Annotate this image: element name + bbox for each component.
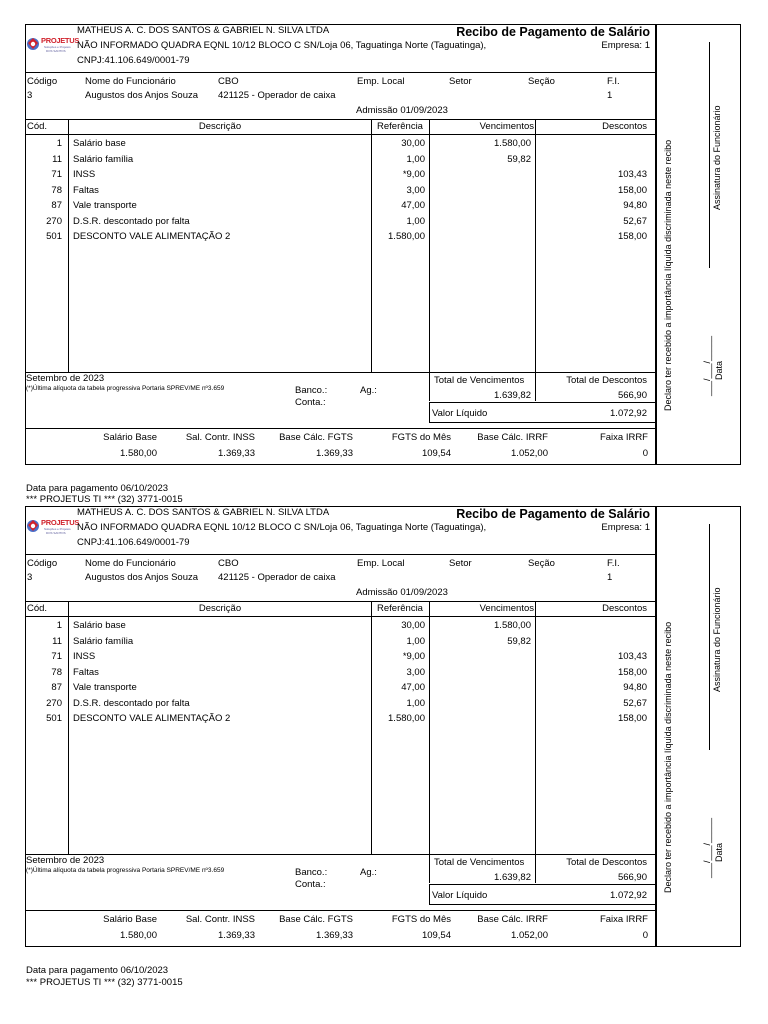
base-label: Base Cálc. FGTS: [279, 914, 353, 925]
valor-liquido: 1.072,92: [610, 890, 647, 901]
col-descontos: Descontos: [602, 121, 647, 132]
col-vencimentos: Vencimentos: [479, 121, 534, 132]
employee-cbo: 421125 - Operador de caixa: [218, 572, 336, 583]
cell-vencimentos: 1.580,00: [494, 620, 531, 631]
logo-subtitle-2: DOS SANTOS: [46, 531, 66, 535]
label-valor-liquido: Valor Líquido: [432, 890, 488, 901]
date-label: Data: [714, 360, 724, 380]
cell-descontos: 158,00: [617, 666, 647, 678]
contact-2: *** PROJETUS TI *** (32) 3771-0015: [26, 977, 183, 988]
col-referencia: Referência: [377, 121, 423, 132]
employee-admissao: Admissão 01/09/2023: [356, 105, 448, 116]
payment-date-1: Data para pagamento 06/10/2023: [26, 483, 169, 494]
cell-cod: 1: [56, 138, 62, 149]
cell-cod: 1: [56, 620, 62, 631]
cell-descontos: 158,00: [617, 184, 647, 196]
cell-descricao: Faltas: [73, 666, 99, 678]
declaration-text: Declaro ter recebido a importância líquida discriminada neste recibo: [663, 139, 673, 411]
base-value: 0: [642, 930, 648, 941]
base-value: 1.369,33: [316, 930, 353, 941]
banco-label: Banco.:: [295, 867, 328, 878]
cell-referencia: 1.580,00: [388, 231, 425, 242]
cell-descricao: Salário família: [73, 635, 134, 647]
cell-cod: 501: [46, 713, 62, 724]
col-vencimentos: Vencimentos: [479, 603, 534, 614]
signature-label: Assinatura do Funcionário: [712, 587, 722, 692]
inss-note: (*)Última alíquota da tabela progressiva Portaria SPREV/ME nº3.659: [26, 385, 225, 392]
col-cod: Cód.: [27, 603, 48, 614]
cell-descricao: Salário base: [73, 138, 126, 149]
base-label: Faixa IRRF: [599, 432, 648, 443]
cell-referencia: 47,00: [401, 200, 425, 211]
cell-descontos: 103,43: [617, 169, 647, 180]
total-vencimentos: 1.639,82: [494, 872, 531, 883]
cell-referencia: *9,00: [402, 169, 425, 180]
label-emp-local: Emp. Local: [357, 558, 405, 569]
cell-vencimentos: 1.580,00: [494, 138, 531, 149]
base-label: FGTS do Mês: [391, 914, 451, 925]
employee-cbo: 421125 - Operador de caixa: [218, 90, 336, 101]
cell-referencia: 30,00: [401, 620, 425, 631]
cell-cod: 270: [46, 697, 62, 709]
cell-descricao: DESCONTO VALE ALIMENTAÇÃO 2: [73, 231, 231, 242]
base-value: 1.052,00: [511, 930, 548, 941]
base-label: Salário Base: [103, 432, 157, 443]
empresa-number: Empresa: 1: [601, 40, 650, 51]
company-cnpj: CNPJ:41.106.649/0001-79: [77, 537, 190, 548]
cell-referencia: 1,00: [406, 153, 425, 165]
label-cbo: CBO: [218, 558, 239, 569]
label-fl: F.I.: [607, 76, 620, 87]
cell-referencia: 1,00: [406, 215, 425, 227]
label-nome: Nome do Funcionário: [85, 558, 176, 569]
empresa-number: Empresa: 1: [601, 522, 650, 533]
cell-descontos: 103,43: [617, 651, 647, 662]
label-emp-local: Emp. Local: [357, 76, 405, 87]
base-value: 1.369,33: [218, 448, 255, 459]
conta-label: Conta.:: [295, 879, 326, 890]
label-total-vencimentos: Total de Vencimentos: [434, 857, 525, 868]
cell-descricao: INSS: [73, 169, 96, 180]
employee-codigo: 3: [27, 572, 33, 583]
contact-1: *** PROJETUS TI *** (32) 3771-0015: [26, 494, 183, 505]
employee-admissao: Admissão 01/09/2023: [356, 587, 448, 598]
base-label: Sal. Contr. INSS: [185, 914, 255, 925]
base-label: Salário Base: [103, 914, 157, 925]
cell-referencia: 3,00: [406, 184, 425, 196]
cell-cod: 87: [51, 682, 62, 693]
date-slashes: ___/___/_____: [702, 817, 712, 878]
ag-label: Ag.:: [360, 385, 377, 396]
period: Setembro de 2023: [26, 373, 105, 384]
valor-liquido: 1.072,92: [610, 408, 647, 419]
company-address: NÃO INFORMADO QUADRA EQNL 10/12 BLOCO C SN/Loja 06, Taguatinga Norte (Taguatinga),: [77, 522, 487, 533]
base-label: FGTS do Mês: [391, 432, 451, 443]
base-label: Base Cálc. IRRF: [477, 914, 548, 925]
declaration-text: Declaro ter recebido a importância líquida discriminada neste recibo: [663, 621, 673, 893]
receipt-title: Recibo de Pagamento de Salário: [456, 507, 650, 521]
cell-cod: 501: [46, 231, 62, 242]
cell-cod: 78: [51, 666, 62, 678]
label-setor: Setor: [449, 558, 472, 569]
col-descricao: Descrição: [198, 603, 242, 614]
banco-label: Banco.:: [295, 385, 328, 396]
total-vencimentos: 1.639,82: [494, 390, 531, 401]
company-name: MATHEUS A. C. DOS SANTOS & GABRIEL N. SILVA LTDA: [77, 25, 330, 36]
cell-cod: 87: [51, 200, 62, 211]
company-name: MATHEUS A. C. DOS SANTOS & GABRIEL N. SILVA LTDA: [77, 507, 330, 518]
base-value: 1.052,00: [511, 448, 548, 459]
label-total-descontos: Total de Descontos: [566, 375, 647, 386]
cell-descontos: 52,67: [623, 215, 647, 227]
label-codigo: Código: [27, 558, 58, 569]
cell-descontos: 94,80: [623, 200, 647, 211]
cell-referencia: 1.580,00: [388, 713, 425, 724]
cell-descricao: D.S.R. descontado por falta: [73, 697, 190, 709]
company-cnpj: CNPJ:41.106.649/0001-79: [77, 55, 190, 66]
logo-text: PROJETUS: [41, 518, 80, 527]
conta-label: Conta.:: [295, 397, 326, 408]
label-total-vencimentos: Total de Vencimentos: [434, 375, 525, 386]
cell-descricao: Faltas: [73, 184, 99, 196]
ag-label: Ag.:: [360, 867, 377, 878]
logo-subtitle: Soluções e Projetos: [44, 45, 71, 49]
cell-descricao: Vale transporte: [73, 200, 137, 211]
label-secao: Seção: [528, 558, 555, 569]
cell-descontos: 158,00: [617, 713, 647, 724]
base-value: 109,54: [421, 448, 451, 459]
cell-referencia: *9,00: [402, 651, 425, 662]
cell-descontos: 158,00: [617, 231, 647, 242]
base-label: Base Cálc. IRRF: [477, 432, 548, 443]
cell-cod: 11: [52, 153, 62, 165]
base-value: 1.580,00: [120, 448, 157, 459]
cell-vencimentos: 59,82: [507, 635, 531, 647]
cell-descontos: 52,67: [623, 697, 647, 709]
base-value: 1.580,00: [120, 930, 157, 941]
cell-descricao: INSS: [73, 651, 96, 662]
cell-descricao: Vale transporte: [73, 682, 137, 693]
base-label: Base Cálc. FGTS: [279, 432, 353, 443]
cell-cod: 71: [51, 651, 62, 662]
col-cod: Cód.: [27, 121, 48, 132]
base-value: 0: [642, 448, 648, 459]
cell-descontos: 94,80: [623, 682, 647, 693]
label-fl: F.I.: [607, 558, 620, 569]
receipt-title: Recibo de Pagamento de Salário: [456, 25, 650, 39]
employee-nome: Augustos dos Anjos Souza: [85, 572, 199, 583]
col-descricao: Descrição: [198, 121, 242, 132]
cell-descricao: Salário família: [73, 153, 134, 165]
date-slashes: ___/___/_____: [702, 335, 712, 396]
label-nome: Nome do Funcionário: [85, 76, 176, 87]
cell-cod: 71: [51, 169, 62, 180]
cell-descricao: Salário base: [73, 620, 126, 631]
label-cbo: CBO: [218, 76, 239, 87]
period: Setembro de 2023: [26, 855, 105, 866]
label-setor: Setor: [449, 76, 472, 87]
label-valor-liquido: Valor Líquido: [432, 408, 488, 419]
company-logo: [26, 34, 80, 58]
receipt-copy-2: [0, 506, 768, 988]
base-label: Sal. Contr. INSS: [185, 432, 255, 443]
logo-subtitle: Soluções e Projetos: [44, 527, 71, 531]
base-label: Faixa IRRF: [599, 914, 648, 925]
employee-fl: 1: [607, 572, 613, 583]
logo-text: PROJETUS: [41, 36, 80, 45]
receipt-copy-1: [0, 24, 768, 506]
payment-date-2: Data para pagamento 06/10/2023: [26, 965, 169, 976]
cell-vencimentos: 59,82: [507, 153, 531, 165]
total-descontos: 566,90: [617, 390, 647, 401]
cell-cod: 270: [46, 215, 62, 227]
label-secao: Seção: [528, 76, 555, 87]
col-descontos: Descontos: [602, 603, 647, 614]
cell-referencia: 1,00: [406, 697, 425, 709]
company-address: NÃO INFORMADO QUADRA EQNL 10/12 BLOCO C SN/Loja 06, Taguatinga Norte (Taguatinga),: [77, 40, 487, 51]
cell-referencia: 30,00: [401, 138, 425, 149]
logo-subtitle-2: DOS SANTOS: [46, 49, 66, 53]
company-logo: [26, 516, 80, 540]
employee-nome: Augustos dos Anjos Souza: [85, 90, 199, 101]
cell-descricao: D.S.R. descontado por falta: [73, 215, 190, 227]
base-value: 1.369,33: [316, 448, 353, 459]
date-label: Data: [714, 842, 724, 862]
cell-descricao: DESCONTO VALE ALIMENTAÇÃO 2: [73, 713, 231, 724]
total-descontos: 566,90: [617, 872, 647, 883]
base-value: 109,54: [421, 930, 451, 941]
employee-fl: 1: [607, 90, 613, 101]
label-total-descontos: Total de Descontos: [566, 857, 647, 868]
cell-referencia: 1,00: [406, 635, 425, 647]
label-codigo: Código: [27, 76, 58, 87]
inss-note: (*)Última alíquota da tabela progressiva Portaria SPREV/ME nº3.659: [26, 867, 225, 874]
cell-cod: 78: [51, 184, 62, 196]
signature-label: Assinatura do Funcionário: [712, 105, 722, 210]
employee-codigo: 3: [27, 90, 33, 101]
base-value: 1.369,33: [218, 930, 255, 941]
cell-referencia: 47,00: [401, 682, 425, 693]
col-referencia: Referência: [377, 603, 423, 614]
cell-referencia: 3,00: [406, 666, 425, 678]
cell-cod: 11: [52, 635, 62, 647]
